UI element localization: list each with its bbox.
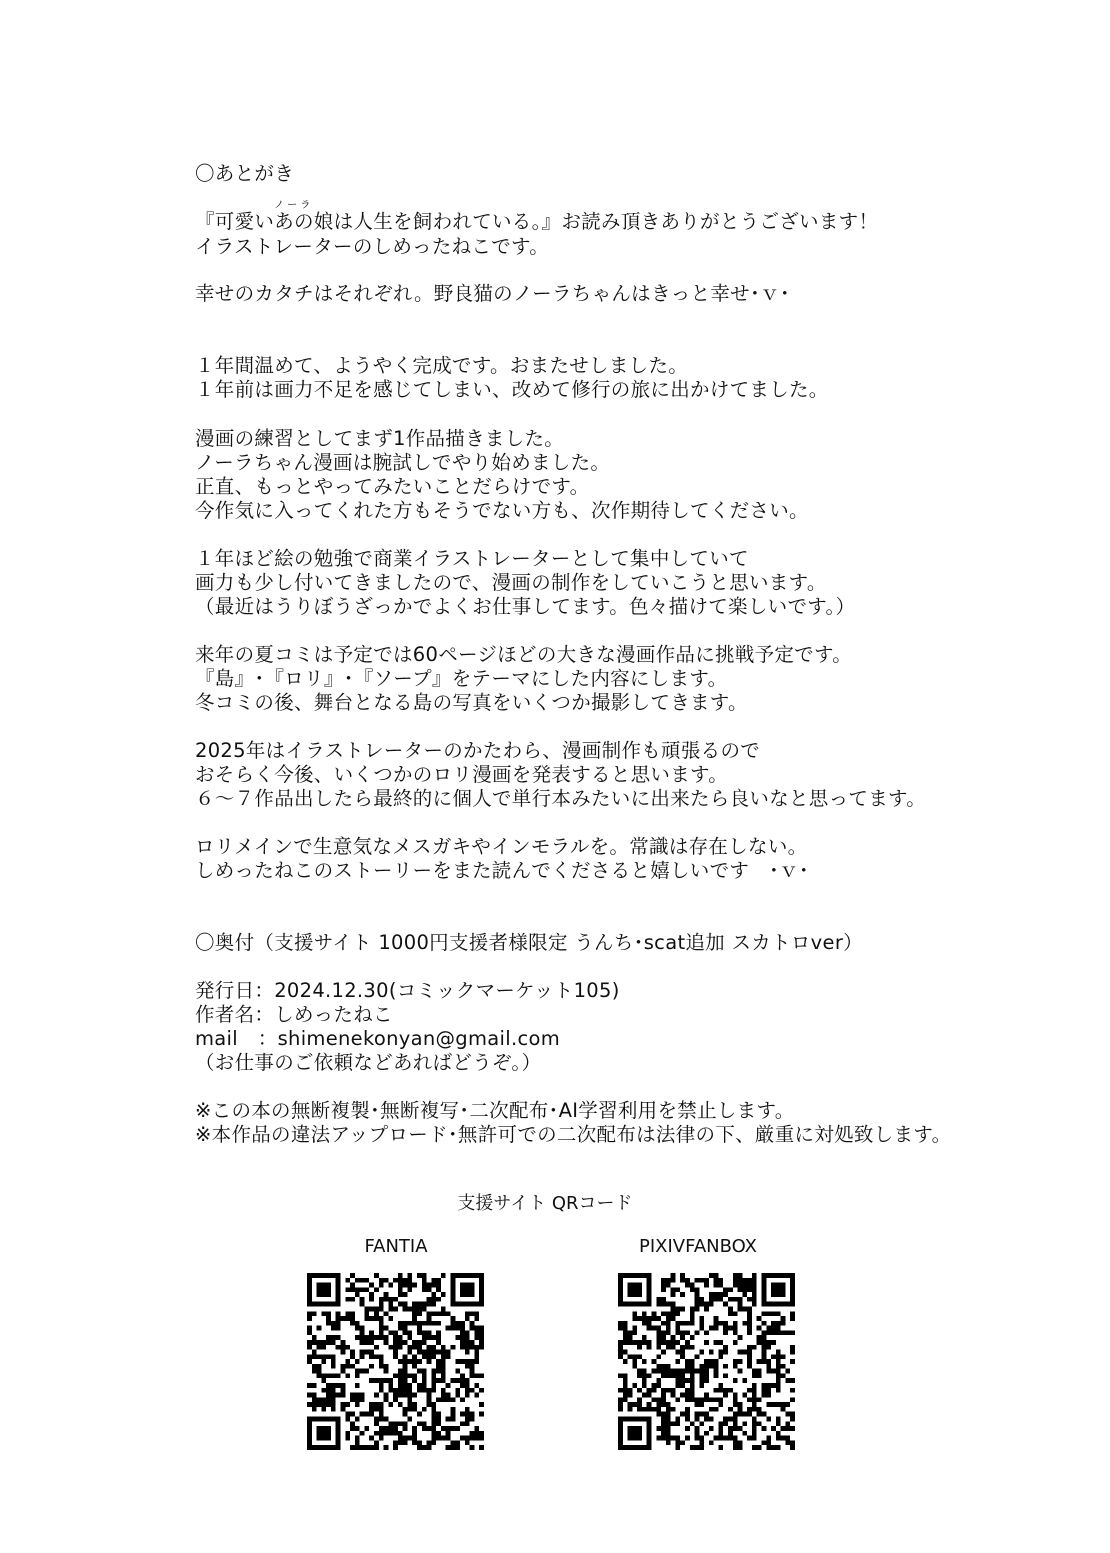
afterword-line: 冬コミの後、舞台となる島の写真をいくつか撮影してきます。	[195, 691, 748, 714]
afterword-line: １年ほど絵の勉強で商業イラストレーターとして集中していて	[195, 547, 749, 570]
afterword-line: ロリメインで生意気なメスガキやインモラルを。常識は存在しない。	[195, 835, 808, 858]
afterword-heading: 〇あとがき	[195, 162, 295, 185]
afterword-line: おそらく今後、いくつかのロリ漫画を発表すると思います。	[195, 763, 729, 786]
afterword-line: 2025年はイラストレーターのかたわら、漫画制作も頑張るので	[195, 739, 761, 762]
afterword-line: 画力も少し付いてきましたので、漫画の制作をしていこうと思います。	[195, 571, 827, 594]
colophon-heading: 〇奥付（支援サイト 1000円支援者様限定 うんち･scat追加 スカトロver）	[195, 931, 863, 954]
publish-date: 発行日：2024.12.30(コミックマーケット105)	[195, 979, 620, 1002]
fantia-label: FANTIA	[364, 1236, 428, 1257]
fanbox-qr-code[interactable]	[618, 1273, 795, 1450]
afterword-line: 『可愛いあの娘は人生を飼われている。』お読み頂きありがとうございます！	[195, 210, 879, 233]
work-request-note: （お仕事のご依頼などあればどうぞ。）	[195, 1051, 542, 1074]
afterword-line: 幸せのカタチはそれぞれ。野良猫のノーラちゃんはきっと幸せ･ｖ･	[195, 282, 790, 305]
author-email: mail ：shimenekonyan@gmail.com	[195, 1027, 561, 1050]
fanbox-label: PIXIVFANBOX	[639, 1236, 757, 1257]
afterword-line: ノーラちゃん漫画は腕試しでやり始めました。	[195, 451, 611, 474]
ruby-annotation: ノ ー ラ	[274, 200, 311, 211]
afterword-line: ６～７作品出したら最終的に個人で単行本みたいに出来たら良いなと思ってます。	[195, 787, 927, 810]
afterword-line: （最近はうりぼうざっかでよくお仕事してます。色々描けて楽しいです。）	[195, 595, 856, 618]
copyright-notice: ※この本の無断複製･無断複写･二次配布･AI学習利用を禁止します。	[195, 1099, 795, 1122]
author-name: 作者名：しめったねこ	[195, 1003, 393, 1026]
fantia-qr-code[interactable]	[307, 1273, 484, 1450]
afterword-line: イラストレーターのしめったねこです。	[195, 235, 550, 258]
qr-section-title: 支援サイト QRコード	[457, 1193, 633, 1214]
afterword-line: 漫画の練習としてまず1作品描きました。	[195, 427, 565, 450]
afterword-line: １年前は画力不足を感じてしまい、改めて修行の旅に出かけてました。	[195, 378, 829, 401]
afterword-line: 正直、もっとやってみたいことだらけです。	[195, 475, 590, 498]
afterword-line: しめったねこのストーリーをまた読んでくださると嬉しいです ･ｖ･	[195, 859, 809, 882]
copyright-notice: ※本作品の違法アップロード･無許可での二次配布は法律の下、厳重に対処致します。	[195, 1123, 952, 1146]
afterword-line: 『島』･『ロリ』･『ソープ』をテーマにした内容にします。	[195, 667, 728, 690]
afterword-line: １年間温めて、ようやく完成です。おまたせしました。	[195, 354, 689, 377]
afterword-line: 来年の夏コミは予定では60ページほどの大きな漫画作品に挑戦予定です。	[195, 643, 853, 666]
afterword-line: 今作気に入ってくれた方もそうでない方も、次作期待してください。	[195, 499, 809, 522]
